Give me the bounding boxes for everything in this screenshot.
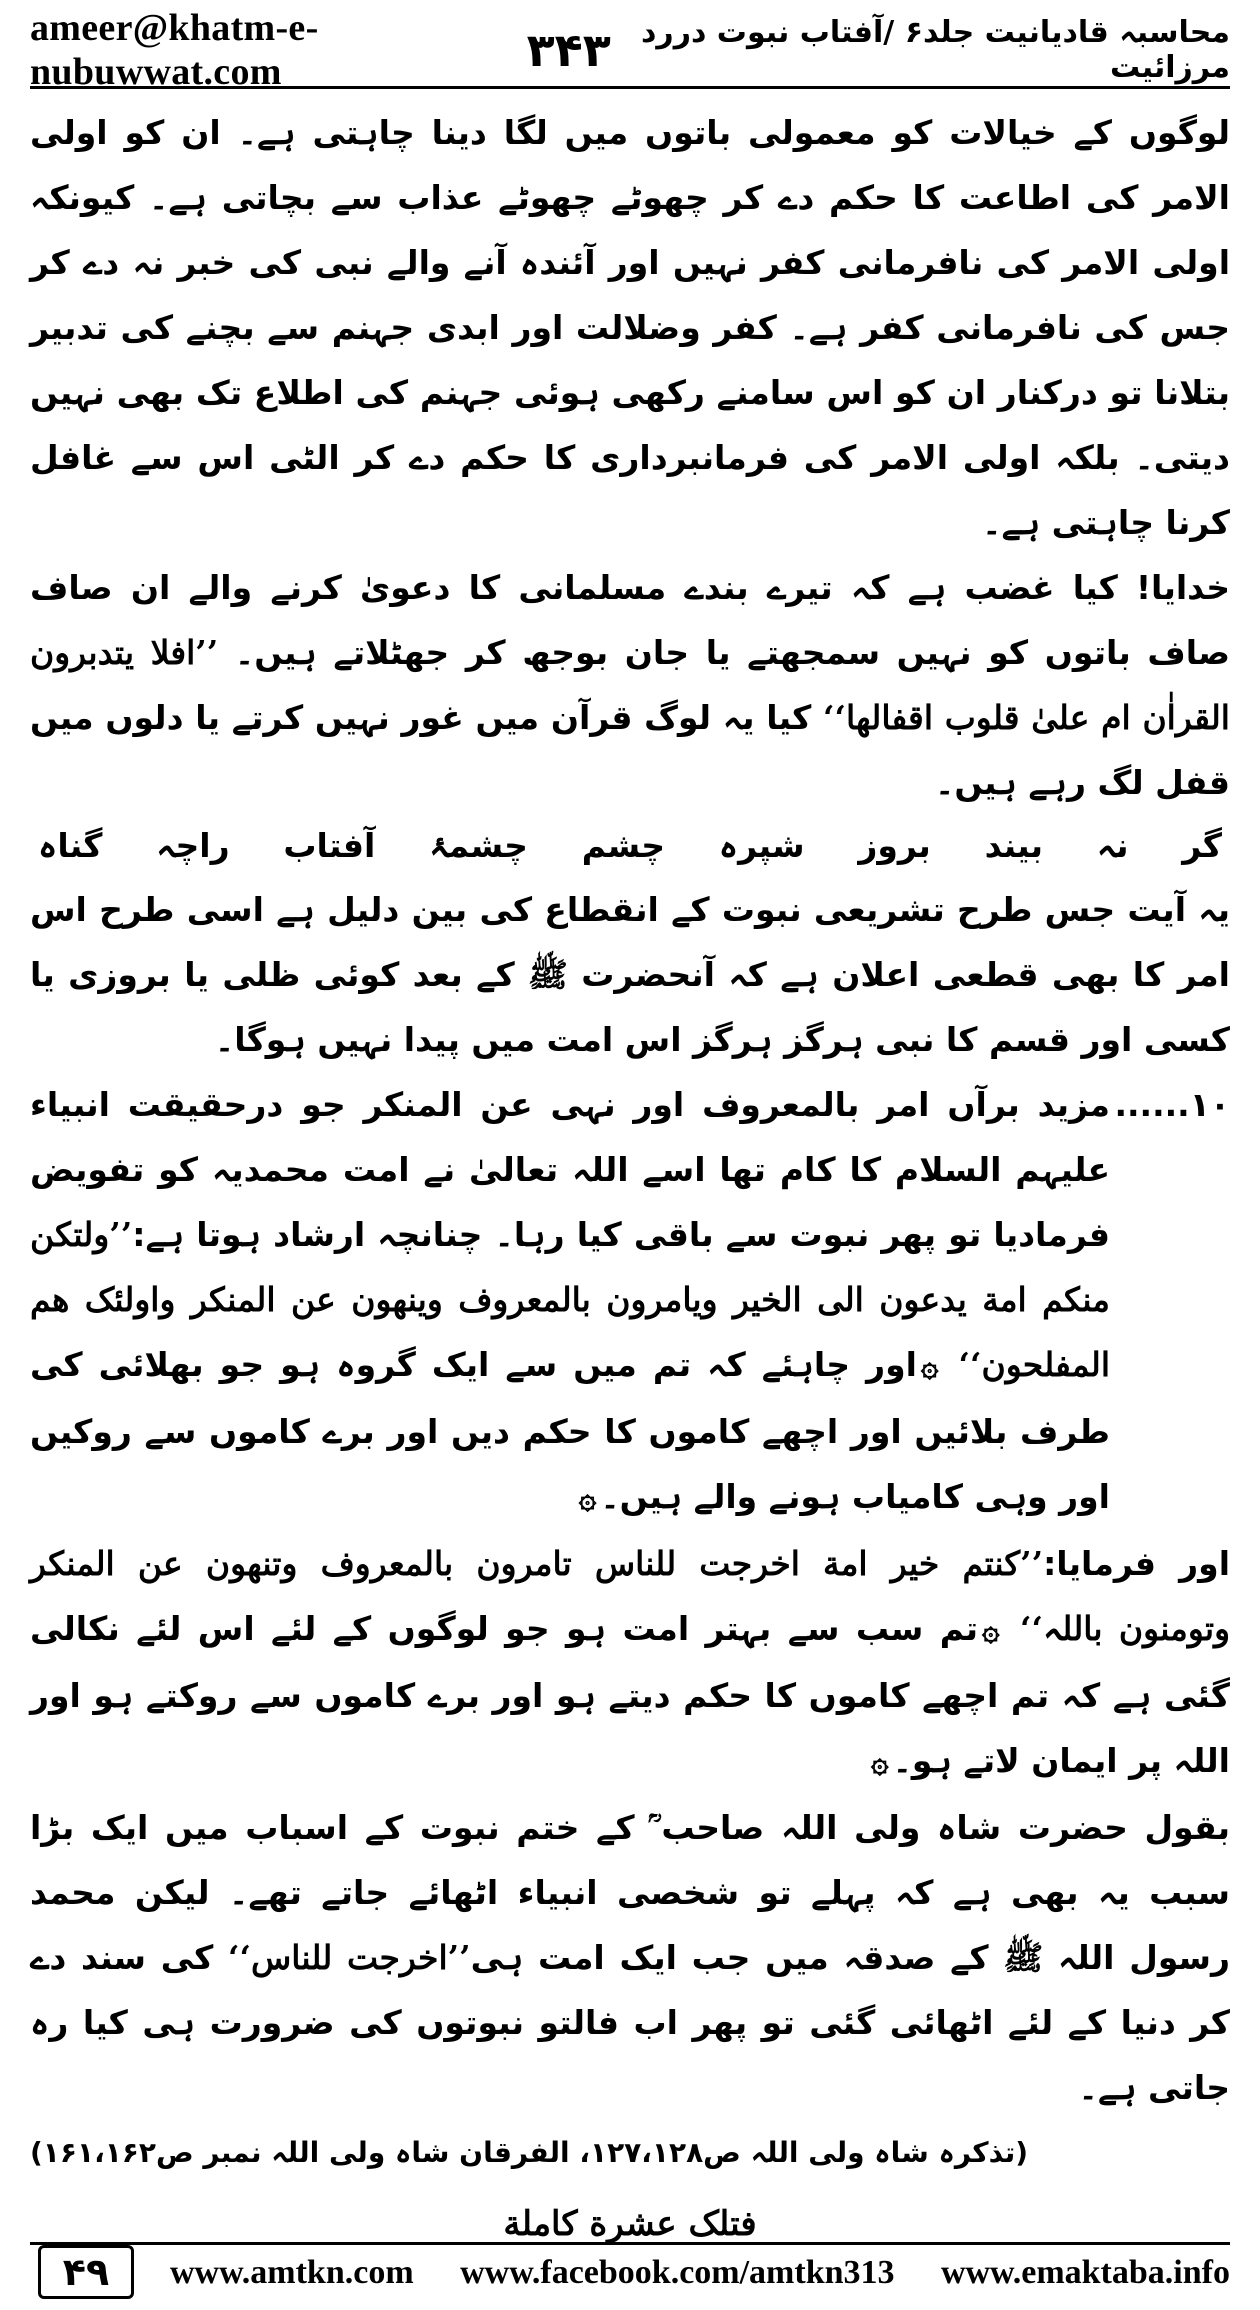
verse-word: بیند: [984, 826, 1043, 865]
paragraph-2: [30, 555, 1230, 815]
paragraph-2-translation: کیا یہ لوگ قرآن میں غور نہیں کرتے یا دلوں میں قفل لگ رہے ہیں۔: [30, 698, 1230, 802]
reference-line: [30, 2120, 1230, 2185]
paragraph-5-translation: تم سب سے بہتر امت ہو جو لوگوں کے لئے اس لئے نکالی گئی ہے کہ تم اچھے کاموں کا حکم دیتے ہو اور برے کاموں سے روکتے ہو اور اللہ پر ایمان لاتے ہو۔: [30, 1609, 1230, 1780]
verse-word: شپرہ: [718, 826, 805, 865]
paragraph-5: [30, 1531, 1230, 1795]
footer-rule: [30, 2242, 1230, 2245]
header-rule: [30, 86, 1230, 89]
paragraph-2-text: خدایا! کیا غضب ہے کہ تیرے بندے مسلمانی کا دعویٰ کرنے والے ان صاف صاف باتوں کو نہیں سمجھتے یا جان بوجھ کر جھٹلاتے ہیں۔: [30, 568, 1230, 672]
ornament-icon: ۞: [920, 1349, 939, 1384]
closing-line: فتلک عشرة کاملة: [503, 2204, 757, 2244]
paragraph-4-text: مزید برآں امر بالمعروف اور نہی عن المنکر جو درحقیقت انبیاء علیہم السلام کا کام تھا اسے اللہ تعالیٰ نے امت محمدیہ کو تفویض فرمادیا تو پھر نبوت سے باقی کیا رہا۔ چنانچہ ارشاد ہوتا ہے:: [30, 1085, 1110, 1254]
header-email: ameer@khatm-e-nubuwwat.com: [30, 7, 319, 93]
ornament-icon: ۞: [981, 1613, 1000, 1648]
verse-word: چشمۂ: [429, 826, 528, 865]
item-number: ۱۰......: [1114, 1085, 1230, 1124]
paragraph-6-text: بقول حضرت شاہ ولی اللہ صاحب ؒ کے ختم نبوت کے اسباب میں ایک بڑا سبب یہ بھی ہے کہ پہلے تو شخصی انبیاء اٹھائے جاتے تھے۔ لیکن محمد رسول اللہ ﷺ کے صدقہ میں جب ایک امت ہی: [30, 1808, 1230, 1977]
footer-page-number: ۴۹: [38, 2245, 134, 2299]
footer-link-amtkn[interactable]: www.amtkn.com: [170, 2254, 414, 2291]
persian-verse: [30, 815, 1230, 877]
verse-word: گناہ: [38, 826, 103, 865]
paragraph-5-intro: اور فرمایا:: [1043, 1544, 1231, 1583]
paragraph-6: [30, 1795, 1230, 2120]
quran-quote-1: ’’افلا یتدبرون القراٰن ام علیٰ قلوب اقفالھا‘‘: [30, 633, 1230, 737]
footer-link-facebook[interactable]: www.facebook.com/amtkn313: [460, 2254, 895, 2291]
verse-word: راچہ: [156, 826, 230, 865]
source-reference: (تذکرہ شاہ ولی اللہ ص۱۲۷،۱۲۸، الفرقان شاہ ولی اللہ نمبر ص۱۶۱،۱۶۲): [30, 2136, 1029, 2169]
verse-word: چشم: [581, 826, 665, 865]
footer-links: [170, 2248, 1230, 2298]
paragraph-1: لوگوں کے خیالات کو معمولی باتوں میں لگا دینا چاہتی ہے۔ ان کو اولی الامر کی اطاعت کا حکم دے کر چھوٹے چھوٹے عذاب سے بچاتی ہے۔ کیونکہ اولی الامر کی نافرمانی کفر نہیں اور آئندہ آنے والے نبی کی خبر نہ دے کر جس کی نافرمانی کفر ہے۔ کفر وضلالت اور ابدی جہنم سے بچنے کی تدبیر بتلانا تو درکنار ان کو اس سامنے رکھی ہوئی جہنم کی اطلاع تک بھی نہیں دیتی۔ بلکہ اولی الامر کی فرمانبرداری کا حکم دے کر الٹی اس سے غافل کرنا چاہتی ہے۔: [30, 113, 1230, 542]
quran-quote-2: ’’ولتکن منکم امة یدعون الی الخیر ویامرون بالمعروف وینھون عن المنکر واولئک ھم المفلحون‘‘: [30, 1215, 1110, 1384]
footer-link-emaktaba[interactable]: www.emaktaba.info: [940, 2254, 1230, 2291]
verse-word: بروز: [858, 826, 931, 865]
running-title: محاسبہ قادیانیت جلد۶ /آفتاب نبوت دررد مرزائیت: [641, 15, 1230, 85]
paragraph-3: یہ آیت جس طرح تشریعی نبوت کے انقطاع کی بین دلیل ہے اسی طرح اس امر کا بھی قطعی اعلان ہے کہ آنحضرت ﷺ کے بعد کوئی ظلی یا بروزی یا کسی اور قسم کا نبی ہرگز ہرگز اس امت میں پیدا نہیں ہوگا۔: [30, 890, 1230, 1059]
page-number: ۳۴۳: [526, 23, 611, 77]
ornament-icon: ۞: [870, 1745, 889, 1780]
paragraph-4: [30, 1072, 1110, 1531]
quran-quote-4: ’’اخرجت للناس‘‘: [228, 1938, 471, 1977]
numbered-item-10: [30, 1072, 1230, 1531]
header-right: [505, 15, 1230, 85]
paragraph-4-translation: اور چاہئے کہ تم میں سے ایک گروہ ہو جو بھلائی کی طرف بلائیں اور اچھے کاموں کا حکم دیں اور برے کاموں سے روکیں اور وہی کامیاب ہونے والے ہیں۔: [30, 1345, 1110, 1516]
page-header: [30, 7, 1230, 93]
paragraph-6-continuation: کی سند دے کر دنیا کے لئے اٹھائی گئی تو پھر اب فالتو نبوتوں کی ضرورت ہی کیا رہ جاتی ہے۔: [30, 1938, 1230, 2107]
page-body: [30, 100, 1231, 2244]
ornament-icon: ۞: [578, 1481, 597, 1516]
verse-word: آفتاب: [283, 826, 376, 865]
quran-quote-3: ’’کنتم خیر امة اخرجت للناس تامرون بالمعروف وتنھون عن المنکر وتومنون باللہ‘‘: [30, 1544, 1230, 1648]
verse-word: نہ: [1096, 826, 1129, 865]
verse-word: گر: [1182, 826, 1222, 865]
